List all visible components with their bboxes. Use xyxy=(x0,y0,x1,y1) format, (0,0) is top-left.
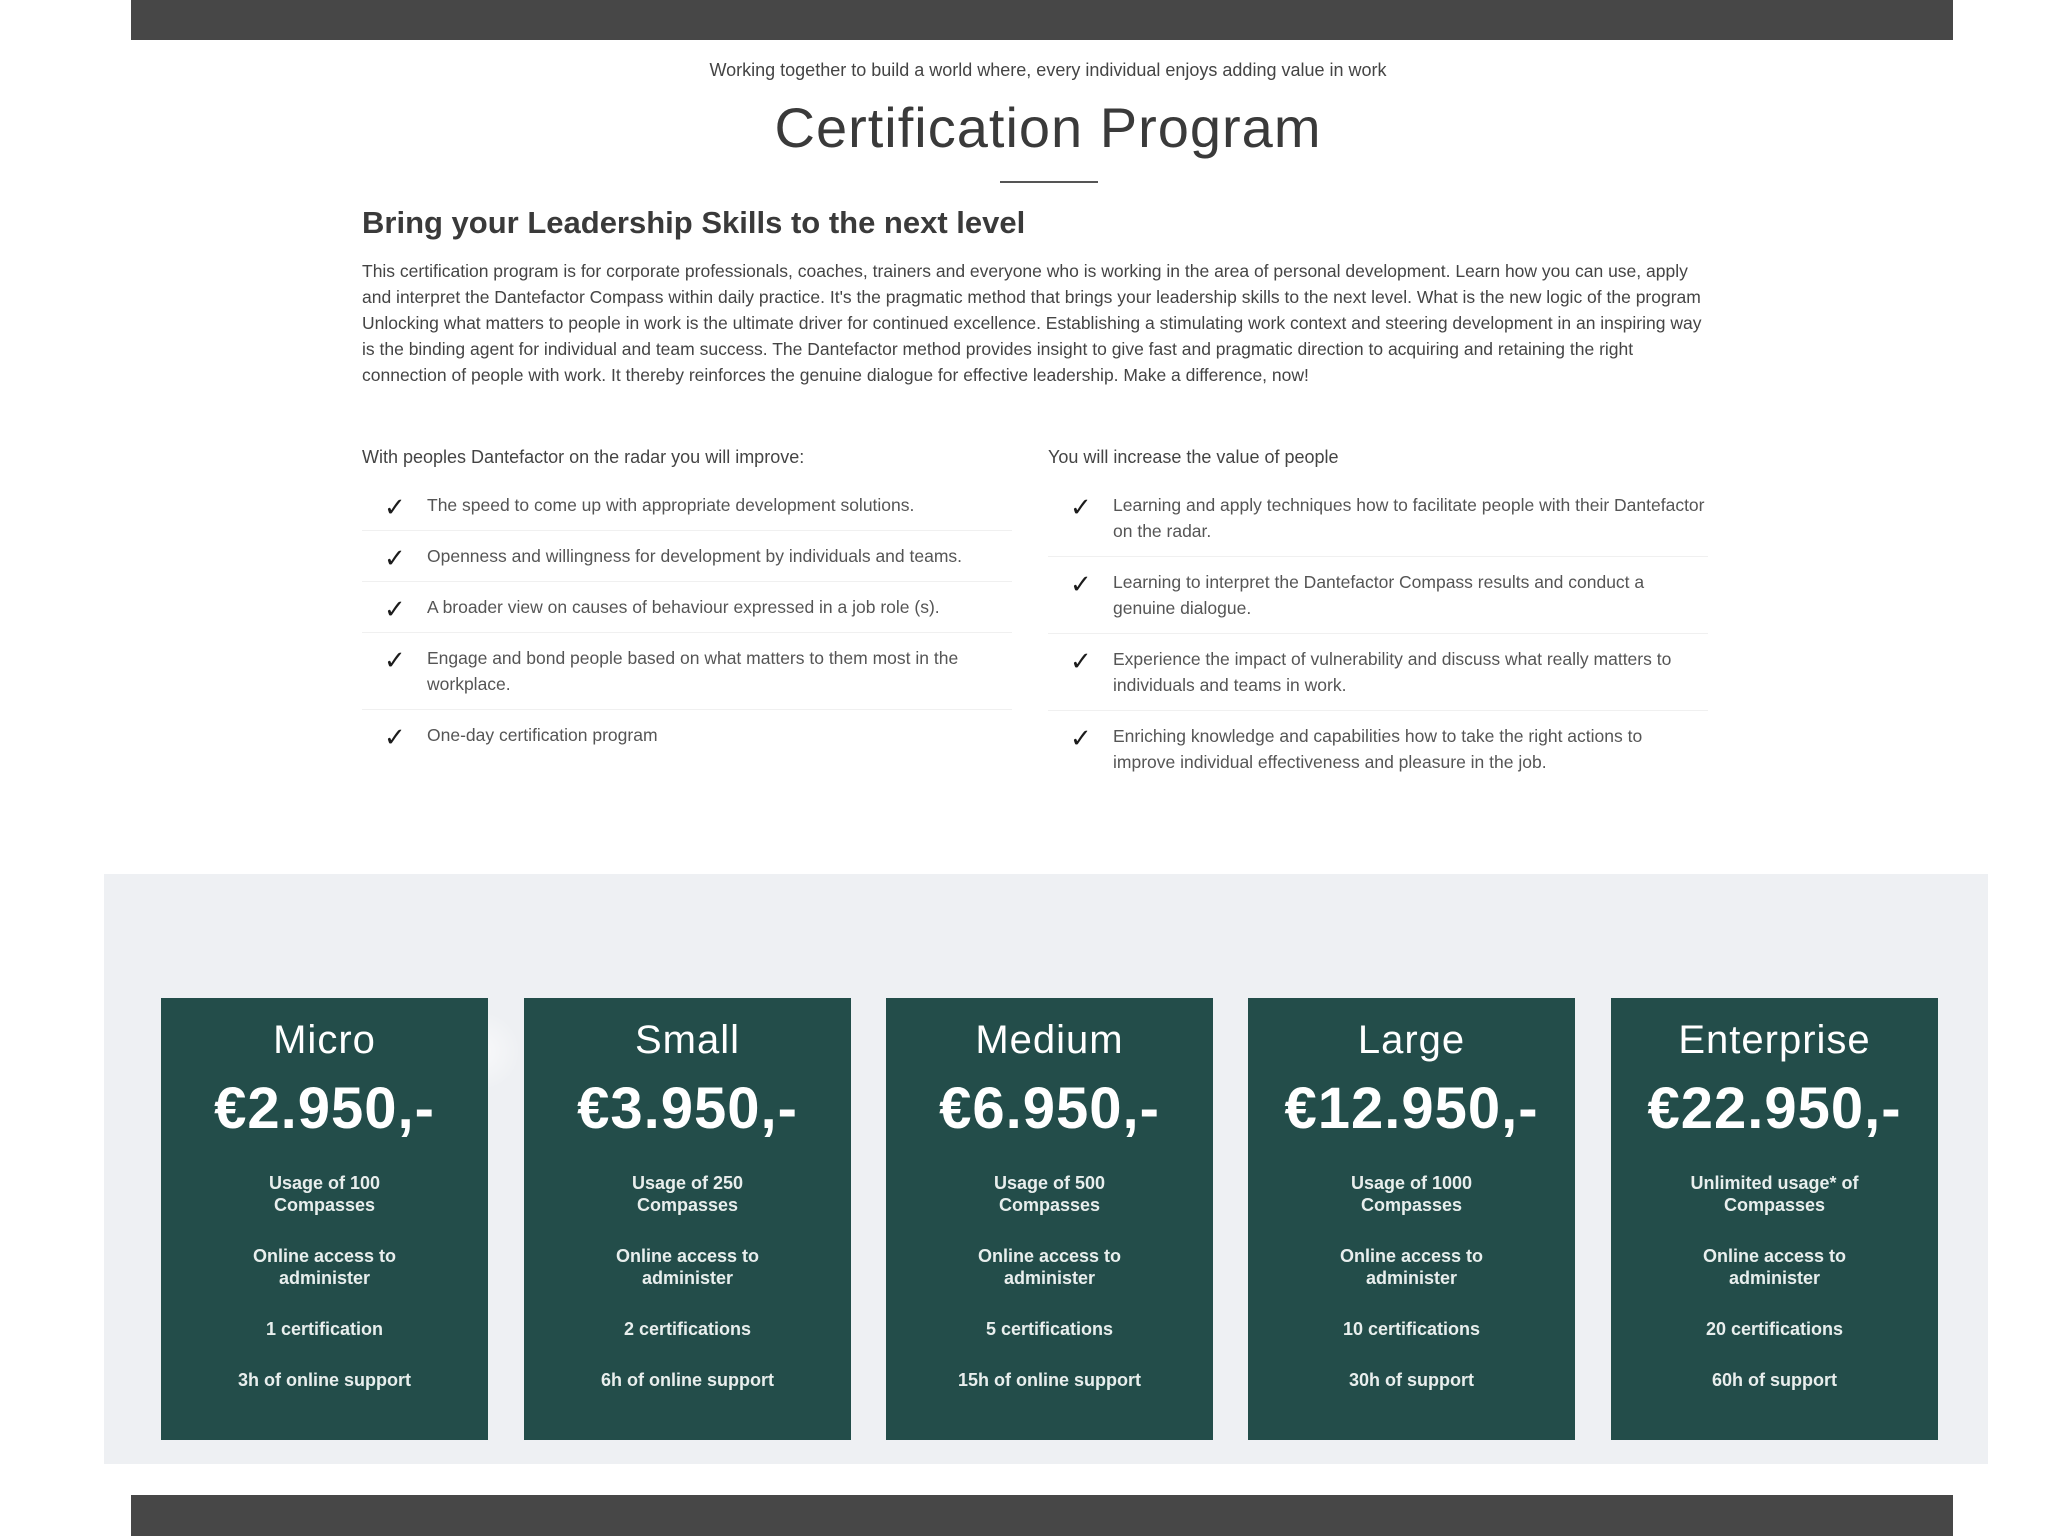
checkmark-icon: ✓ xyxy=(1070,569,1092,599)
plan-certifications: 2 certifications xyxy=(623,1319,752,1339)
plan-access: Online access to administer xyxy=(977,1246,1122,1288)
list-item xyxy=(1048,634,1708,711)
plan-usage: Usage of 500 Compasses xyxy=(993,1173,1106,1215)
checkmark-icon: ✓ xyxy=(384,645,406,675)
plan-price: €12.950,- xyxy=(1284,1076,1539,1141)
bottom-bar xyxy=(131,1495,1953,1536)
plan-access: Online access to administer xyxy=(615,1246,760,1288)
improve-list-title: With peoples Dantefactor on the radar you will improve: xyxy=(362,447,805,467)
checkmark-icon: ✓ xyxy=(384,492,406,522)
checkmark-icon: ✓ xyxy=(384,543,406,573)
list-item xyxy=(362,480,1012,531)
value-list-title: You will increase the value of people xyxy=(1048,447,1339,467)
list-item-text: Openness and willingness for development by individuals and teams. xyxy=(427,546,963,566)
intro-heading: Bring your Leadership Skills to the next level xyxy=(362,205,1026,240)
list-item-text: Learning to interpret the Dantefactor Compass results and conduct a genuine dialogue. xyxy=(1113,572,1645,618)
plan-support: 30h of support xyxy=(1349,1370,1474,1390)
top-bar xyxy=(131,0,1953,40)
plan-price: €6.950,- xyxy=(939,1076,1160,1141)
plan-card-large[interactable] xyxy=(1248,998,1575,1440)
plan-support: 60h of support xyxy=(1712,1370,1837,1390)
title-divider xyxy=(1000,181,1098,183)
list-item xyxy=(362,531,1012,582)
plan-access: Online access to administer xyxy=(1339,1246,1484,1288)
plan-name: Small xyxy=(634,1018,741,1062)
plan-price: €22.950,- xyxy=(1647,1076,1902,1141)
checkmark-icon: ✓ xyxy=(384,594,406,624)
list-item xyxy=(1048,480,1708,557)
plan-card-small[interactable] xyxy=(524,998,851,1440)
plan-support: 3h of online support xyxy=(238,1370,411,1390)
plan-name: Enterprise xyxy=(1678,1018,1871,1062)
plan-features xyxy=(161,1172,488,1391)
page-title: Certification Program xyxy=(774,96,1322,159)
list-item xyxy=(362,582,1012,633)
list-item-text: Learning and apply techniques how to facilitate people with their Dantefactor on the radar. xyxy=(1113,495,1705,541)
list-item-text: Experience the impact of vulnerability and discuss what really matters to individuals and teams in work. xyxy=(1113,649,1672,695)
plan-features xyxy=(886,1172,1213,1391)
plan-usage: Usage of 100 Compasses xyxy=(268,1173,381,1215)
plan-access: Online access to administer xyxy=(252,1246,397,1288)
plan-card-enterprise[interactable] xyxy=(1611,998,1938,1440)
plan-support: 15h of online support xyxy=(958,1370,1141,1390)
list-item xyxy=(362,710,1012,760)
plan-features xyxy=(524,1172,851,1391)
plan-usage: Usage of 250 Compasses xyxy=(631,1173,744,1215)
checkmark-icon: ✓ xyxy=(384,722,406,752)
plan-usage: Unlimited usage* of Compasses xyxy=(1690,1173,1859,1215)
plan-certifications: 5 certifications xyxy=(985,1319,1114,1339)
intro-body: This certification program is for corporate professionals, coaches, trainers and everyone who is working in the area of personal development. Learn how you can use, apply and interpret the Dantefactor Compass within daily practice. It's the pragmatic method that brings your leadership skills to the next level. What is the new logic of the program Unlocking what matters to people in work is the ultimate driver for continued excellence. Establishing a stimulating work context and steering development in an inspiring way is the binding agent for individual and team success. The Dantefactor method provides insight to give fast and pragmatic direction to acquiring and retaining the right connection of people with work. It thereby reinforces the genuine dialogue for effective leadership. Make a difference, now! xyxy=(362,261,1702,385)
plan-name: Medium xyxy=(975,1018,1124,1062)
plan-price: €3.950,- xyxy=(577,1076,798,1141)
plan-name: Large xyxy=(1357,1018,1466,1062)
list-item xyxy=(362,633,1012,710)
plan-price: €2.950,- xyxy=(214,1076,435,1141)
plan-certifications: 10 certifications xyxy=(1342,1319,1481,1339)
list-item-text: One-day certification program xyxy=(427,725,658,745)
list-item-text: Engage and bond people based on what matters to them most in the workplace. xyxy=(427,648,959,694)
value-list xyxy=(1048,480,1708,787)
list-item xyxy=(1048,557,1708,634)
plan-certifications: 1 certification xyxy=(265,1319,384,1339)
plan-certifications: 20 certifications xyxy=(1705,1319,1844,1339)
plan-features xyxy=(1611,1172,1938,1391)
checkmark-icon: ✓ xyxy=(1070,492,1092,522)
improve-list xyxy=(362,480,1012,760)
plan-access: Online access to administer xyxy=(1702,1246,1847,1288)
tagline: Working together to build a world where, every individual enjoys adding value in work xyxy=(709,60,1387,80)
plan-card-micro[interactable] xyxy=(161,998,488,1440)
plan-name: Micro xyxy=(273,1018,376,1062)
checkmark-icon: ✓ xyxy=(1070,646,1092,676)
checkmark-icon: ✓ xyxy=(1070,723,1092,753)
plan-support: 6h of online support xyxy=(601,1370,774,1390)
list-item-text: The speed to come up with appropriate development solutions. xyxy=(427,495,915,515)
list-item-text: Enriching knowledge and capabilities how to take the right actions to improve individual effectiveness and pleasure in the job. xyxy=(1113,726,1643,772)
plan-features xyxy=(1248,1172,1575,1391)
list-item-text: A broader view on causes of behaviour expressed in a job role (s). xyxy=(427,597,940,617)
list-item xyxy=(1048,711,1708,787)
plan-usage: Usage of 1000 Compasses xyxy=(1350,1173,1473,1215)
plan-card-medium[interactable] xyxy=(886,998,1213,1440)
